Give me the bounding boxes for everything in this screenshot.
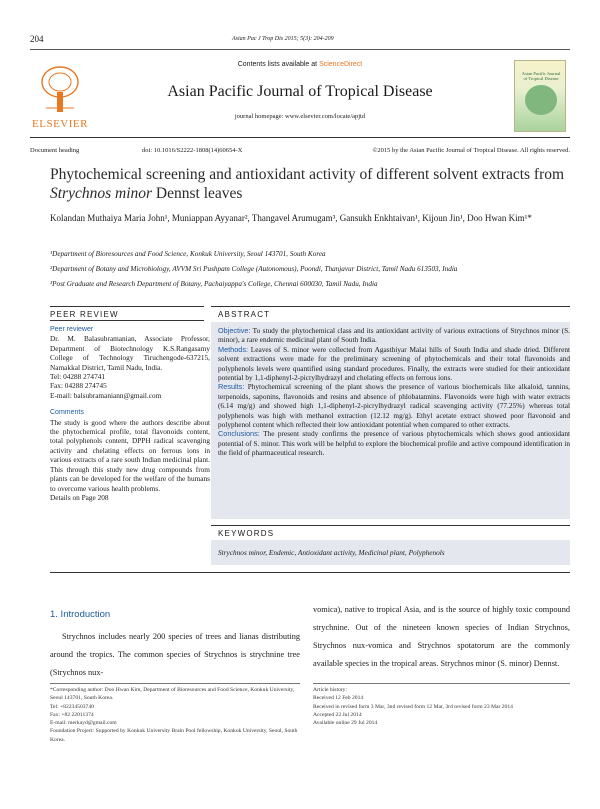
cover-image	[525, 85, 557, 115]
objective-text: To study the phytochemical class and its antioxidant activity of various extractions of Strychnos minor (S. minor), a rare endemic medicinal plant of South India.	[218, 326, 570, 345]
publisher-name: ELSEVIER	[32, 118, 88, 130]
peer-review-rule-2	[50, 320, 204, 321]
title-part-1: Phytochemical screening and antioxidant activity of different solvent extracts from	[50, 166, 565, 183]
introduction-heading: 1. Introduction	[50, 609, 111, 620]
header-rule	[30, 49, 570, 50]
foundation-project: Foundation Project: Supported by Konkuk University Brain Pool fellowship, Konkuk University, Seoul, South Korea.	[50, 728, 298, 743]
abstract-heading: ABSTRACT	[218, 310, 271, 319]
peer-reviewer-tel: Tel: 04288 274741	[50, 372, 106, 382]
methods-label: Methods:	[218, 344, 249, 354]
abstract-body	[218, 326, 570, 458]
abstract-methods	[218, 345, 570, 383]
conclusions-text: The present study confirms the presence of various phytochemicals which shows good antioxidant potential of S. minor. This work will be helpful to explore the biochemical profile and active compound identification in the field of pharmaceutical research.	[218, 429, 570, 458]
article-title	[50, 165, 570, 203]
affiliation-2: ²Department of Botany and Microbiology, AVVM Sri Pushpam College (Autonomous), Poondi, Thanjavur District, Tamil Nadu 613503, India	[50, 265, 458, 273]
journal-masthead	[30, 56, 570, 138]
results-text: Phytochemical screening of the plant shows the presence of various biochemicals like alkaloid, tannins, terpenoids, saponins, flavonoids and resins and absence of phlobatannins. Flavonoids were high with water extracts (6.14 mg/g) and showed high 1,1-diphenyl-2-picrylhydrazyl radical scavenging activity (77.25%) whereas total polyphenols was high with methanol extraction (12.12 mg/g). Ethyl acetate extract showed poor flavonoid and polyphenol content which reflected their low antioxidant potential when compared to other extracts.	[218, 382, 570, 430]
sciencedirect-link[interactable]: ScienceDirect	[319, 61, 363, 68]
peer-review-body	[50, 325, 210, 502]
corresponding-author: *Corresponding author: Doo Hwan Kim, Department of Bioresources and Food Science, Konkuk University, Seoul 143701, South Korea.	[50, 687, 295, 702]
footnote-fax: Fax: +82 22011374	[50, 711, 94, 718]
details-link[interactable]: Details on Page 208	[50, 492, 109, 502]
comments-label: Comments	[50, 409, 84, 417]
abstract-results	[218, 382, 570, 429]
methods-text: Leaves of S. minor were collected from Agasthiyar Malai hills of South India and shade dried. Different solvent extractions were made for the preliminary screening of phytochemicals and their total flavonoids and polyphenols levels were quantified using standard procedures. Finally, the extracts were studied for their antioxidant potential by 1,1-diphenyl-2-picrylhydrazyl and chelating effects on ferrous ions.	[218, 344, 570, 383]
peer-reviewer-fax: Fax: 04288 274745	[50, 381, 107, 391]
page-number: 204	[30, 34, 44, 44]
keywords-rule	[211, 525, 570, 526]
title-species: Strychnos minor	[50, 185, 153, 202]
peer-reviewer-text: Dr. M. Balasubramanian, Associate Professor, Department of Biotechnology K.S.Rangasamy College of Technology Tiruchengode-637215, Namakkal District, Tamil Nadu, India.	[50, 334, 210, 372]
conclusions-label: Conclusions:	[218, 429, 260, 439]
received-date: Received 12 Feb 2014	[313, 695, 364, 702]
cover-title: Asian Pacific Journal of Tropical Disease	[521, 71, 561, 81]
copyright: ©2015 by the Asian Pacific Journal of Tropical Disease. All rights reserved.	[372, 147, 570, 154]
keywords-text: Strychnos minor, Endemic, Antioxidant activity, Medicinal plant, Polyphenols	[218, 548, 445, 557]
abstract-conclusions	[218, 429, 570, 457]
keywords-heading: KEYWORDS	[218, 529, 275, 538]
journal-cover-thumbnail	[514, 60, 566, 132]
doc-type: Document heading	[30, 147, 80, 154]
title-part-2: Dennst leaves	[152, 185, 243, 202]
journal-homepage-link[interactable]: journal homepage: www.elsevier.com/locate/apjtd	[234, 113, 366, 120]
doi-link[interactable]: doi: 10.1016/S2222-1808(14)60654-X	[142, 147, 243, 154]
abstract-objective	[218, 326, 570, 345]
peer-review-heading: PEER REVIEW	[50, 310, 119, 319]
contents-prefix: Contents lists available at	[237, 61, 320, 68]
abstract-rule	[211, 306, 570, 307]
peer-review-rule	[50, 306, 204, 307]
footnote-tel: Tel: +82234503740	[50, 703, 94, 710]
revised-date: Received in revised form 3 Mar, 3nd revised form 12 Mar, 3rd revised form 23 Mar 2014	[313, 703, 513, 710]
online-date: Available online 29 Jul 2014	[313, 720, 378, 727]
footnote-email[interactable]: E-mail: merkayd@gmail.com	[50, 720, 117, 727]
footnote-rule-left	[50, 683, 300, 684]
affiliation-3: ³Post Graduate and Research Department of Botany, Pachaiyappa's College, Chennai 600030, Tamil Nadu, India	[50, 280, 378, 288]
affiliation-1: ¹Department of Bioresources and Food Science, Konkuk University, Seoul 143701, South Korea	[50, 250, 326, 258]
peer-reviewer-email[interactable]: E-mail: balsubramaniann@gmail.com	[50, 390, 162, 400]
objective-label: Objective:	[218, 326, 251, 335]
authors: Kolandan Muthaiya Maria John¹, Muniappan Ayyanar², Thangavel Arumugam³, Gansukh Enkhtaivan¹, Kijoun Jin¹, Doo Hwan Kim¹*	[50, 213, 532, 223]
article-history	[313, 686, 570, 727]
footnote-rule-right	[313, 683, 570, 684]
running-head: Asian Pac J Trop Dis 2015; 5(3): 204-209	[232, 36, 334, 42]
peer-reviewer-label: Peer reviewer	[50, 326, 94, 333]
contents-line	[30, 61, 570, 68]
author-footnotes	[50, 686, 300, 744]
results-label: Results:	[218, 382, 245, 392]
comments-text: The study is good where the authors describe about the phytochemical profile, total flavonoids content, total polyphenols content, DPPH radical scavenging activity and chelating effects on ferrous ions in various extracts of a rare south Indian medicinal plant. This through this study new drug compounds from plants can be developed for the welfare of the humans to overcome various health problems.	[50, 417, 210, 493]
journal-title: Asian Pacific Journal of Tropical Disease	[167, 83, 433, 100]
accepted-date: Accepted 22 Jul 2014	[313, 711, 362, 718]
section-divider	[50, 572, 570, 573]
intro-right-text: vomica), native to tropical Asia, and is the source of highly toxic compound strychnine. Out of the nineteen known species of Indian Strychnos, Strychnos nux-vomica and Strychnos spotatorum are the commonly available species in the tropical areas. Strychnos minor (S. minor) Dennst.	[313, 605, 570, 668]
history-label: Article history:	[313, 687, 348, 693]
intro-left-text: Strychnos includes nearly 200 species of trees and lianas distributing around the tropics. The common species of Strychnos is strychnine tree (Strychnos nux-	[50, 632, 300, 677]
